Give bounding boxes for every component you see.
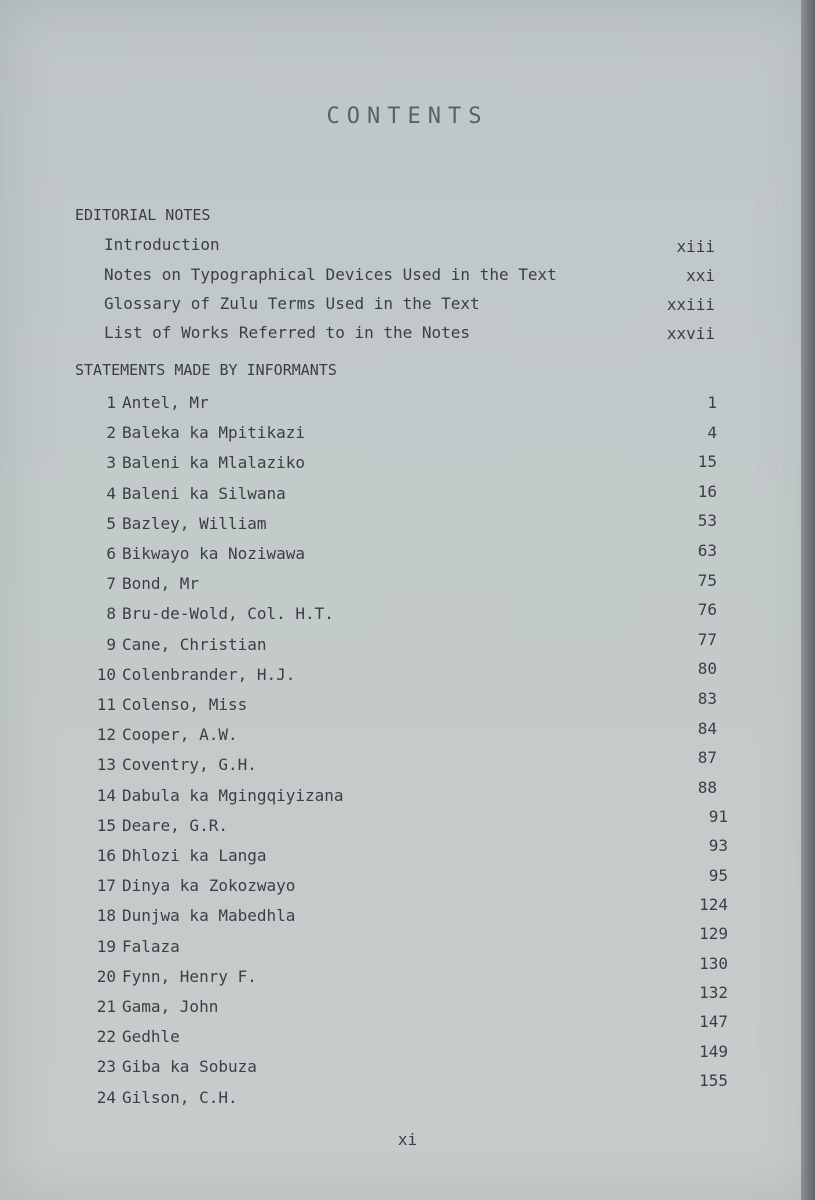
list-item (94, 936, 694, 958)
list-item (94, 422, 694, 444)
list-item (94, 1026, 694, 1048)
entry-number: 19 (96, 936, 116, 956)
entry-number: 6 (106, 544, 116, 563)
informant-name: Colenbrander, H.J. (122, 664, 296, 684)
informant-name: Baleni ka Mlalaziko (122, 453, 306, 473)
informant-name: Falaza (122, 936, 180, 956)
entry-page-number: 132 (699, 982, 728, 1002)
entry-number: 9 (106, 634, 116, 654)
list-item (94, 785, 694, 807)
list-item (94, 966, 694, 988)
list-item (94, 513, 694, 535)
entry-number: 18 (96, 906, 116, 926)
toc-entry-label: Introduction (104, 235, 220, 254)
list-item (94, 875, 694, 897)
list-item (94, 754, 694, 776)
entry-number: 10 (96, 664, 116, 684)
informant-name: Dhlozi ka Langa (122, 846, 267, 865)
page-edge-shadow (801, 0, 815, 1200)
toc-entry-page: xxiii (666, 295, 715, 314)
informant-name: Bazley, William (122, 513, 267, 533)
list-item (94, 724, 694, 746)
entry-page-number: 77 (697, 629, 717, 649)
list-item (94, 1056, 694, 1078)
statements-heading: STATEMENTS MADE BY INFORMANTS (75, 361, 337, 379)
page-number: xi (397, 1130, 418, 1149)
entry-page-number: 76 (697, 600, 717, 620)
list-item (94, 845, 694, 867)
list-item (94, 543, 694, 565)
list-item (94, 1087, 694, 1109)
informant-name: Dunjwa ka Mabedhla (122, 906, 296, 926)
informant-name: Gilson, C.H. (122, 1087, 238, 1107)
list-item (94, 905, 694, 927)
entry-page-number: 1 (707, 393, 717, 412)
entry-page-number: 84 (697, 718, 717, 738)
informant-name: Bikwayo ka Noziwawa (122, 544, 306, 563)
informant-name: Fynn, Henry F. (122, 966, 257, 986)
entry-number: 5 (106, 513, 116, 533)
informant-name: Baleni ka Silwana (122, 483, 286, 503)
list-item (94, 573, 694, 595)
editorial-notes-heading: EDITORIAL NOTES (75, 206, 211, 224)
entry-number: 12 (96, 725, 116, 745)
informant-name: Gedhle (122, 1027, 180, 1047)
entry-number: 23 (96, 1057, 116, 1077)
list-item (94, 694, 694, 716)
toc-entry-page: xiii (676, 237, 715, 256)
informant-name: Giba ka Sobuza (122, 1057, 257, 1077)
toc-entry-label: List of Works Referred to in the Notes (104, 323, 471, 342)
page-title: CONTENTS (326, 104, 489, 129)
entry-page-number: 15 (697, 452, 717, 472)
entry-number: 20 (96, 966, 116, 986)
entry-page-number: 95 (708, 865, 728, 885)
entry-number: 3 (106, 453, 116, 473)
informant-name: Dinya ka Zokozwayo (122, 876, 296, 896)
entry-page-number: 91 (708, 807, 728, 827)
informant-name: Colenso, Miss (122, 695, 248, 714)
informant-name: Gama, John (122, 997, 219, 1016)
informant-name: Dabula ka Mgingqiyizana (122, 785, 344, 805)
list-item (94, 452, 694, 474)
list-item (94, 815, 694, 837)
entry-number: 2 (106, 423, 116, 443)
informant-name: Cane, Christian (122, 634, 267, 654)
entry-page-number: 16 (697, 481, 717, 501)
list-item (94, 634, 694, 656)
list-item (94, 392, 694, 414)
entry-page-number: 87 (697, 748, 717, 768)
entry-number: 14 (96, 785, 116, 805)
entry-number: 8 (106, 604, 116, 624)
entry-page-number: 4 (707, 422, 717, 442)
entry-page-number: 155 (699, 1070, 728, 1090)
informant-name: Bru-de-Wold, Col. H.T. (122, 604, 334, 624)
list-item (94, 664, 694, 686)
informant-name: Deare, G.R. (122, 815, 228, 835)
entry-page-number: 93 (708, 836, 728, 856)
entry-number: 16 (96, 846, 116, 865)
list-item (94, 483, 694, 505)
toc-entry-label: Glossary of Zulu Terms Used in the Text (104, 294, 480, 313)
entry-page-number: 88 (697, 777, 717, 797)
entry-number: 22 (96, 1027, 116, 1047)
entry-number: 1 (106, 393, 116, 412)
list-item (94, 996, 694, 1018)
informant-name: Antel, Mr (122, 393, 209, 412)
entry-page-number: 124 (699, 895, 728, 914)
entry-number: 15 (96, 815, 116, 835)
entry-page-number: 63 (697, 541, 717, 560)
entry-page-number: 80 (697, 659, 717, 679)
entry-page-number: 147 (699, 1012, 728, 1032)
entry-number: 13 (96, 755, 116, 775)
entry-page-number: 129 (699, 924, 728, 944)
entry-page-number: 75 (697, 570, 717, 590)
entry-number: 21 (96, 997, 116, 1016)
entry-page-number: 130 (699, 953, 728, 973)
informant-name: Cooper, A.W. (122, 725, 238, 745)
entry-number: 4 (106, 483, 116, 503)
informant-name: Baleka ka Mpitikazi (122, 423, 306, 443)
entry-number: 7 (106, 574, 116, 594)
informant-name: Bond, Mr (122, 574, 200, 594)
entry-page-number: 149 (699, 1041, 728, 1061)
entry-number: 24 (96, 1087, 116, 1107)
entry-number: 17 (96, 876, 116, 896)
toc-entry-page: xxvii (666, 324, 715, 343)
entry-number: 11 (96, 695, 116, 714)
list-item (94, 603, 694, 625)
toc-entry-page: xxi (686, 266, 715, 285)
entry-page-number: 53 (697, 511, 717, 531)
toc-entry-label: Notes on Typographical Devices Used in the Text (104, 265, 557, 284)
entry-page-number: 83 (697, 689, 717, 708)
informant-name: Coventry, G.H. (122, 755, 257, 775)
